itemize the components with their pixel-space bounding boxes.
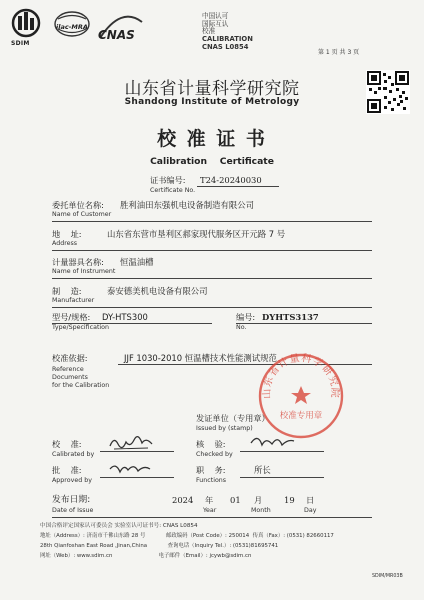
functions-value: 所长 [254,465,271,475]
issued-by-label: 发证单位（专用章） [196,413,270,423]
approver-signature-scribble [108,460,156,478]
approved-line [100,477,174,478]
type-label-en: Type/Specification [52,324,110,331]
issue-month-unit: 月 [254,495,263,505]
cert-no-value: T24-20240030 [200,175,262,185]
functions-line [240,477,324,478]
cert-no-label-en: Certificate No. [150,187,196,194]
calibrated-label-en: Calibrated by [52,451,95,458]
issue-date-label: 发布日期: [52,495,91,505]
approver-signature [108,460,156,482]
sdim-logo [8,8,44,50]
customer-label: 委托单位名称: [52,200,104,210]
functions-label-en: Functions [196,477,227,484]
stamp-ring-text: 山东省计量科学研究院 [261,352,341,399]
sdim-logo-text: SDIM [11,40,30,47]
accred-cn-3: 校准 [202,27,216,36]
instrument-label-en: Name of Instrument [52,268,116,275]
instrument-line [52,278,372,279]
serial-no-label: 编号: [236,312,256,322]
checked-label-en: Checked by [196,451,233,458]
reference-label-en-3: for the Calibration [52,382,110,389]
type-line [52,323,212,324]
address-label: 地 址: [52,229,82,239]
cnas-logo [96,12,146,46]
functions-label: 职 务: [196,465,226,475]
stamp-center-text: 校准专用章 [279,411,323,421]
sdim-emblem-icon [8,8,44,38]
customer-value: 胜利油田东强机电设备制造有限公司 [120,200,254,210]
ilac-mra-logo [52,10,92,48]
reference-label-en-1: Reference [52,366,84,373]
issue-day-unit-en: Day [304,507,317,514]
customer-label-en: Name of Customer [52,211,112,218]
calibrated-label: 校 准: [52,439,82,449]
manufacturer-label-en: Manufacturer [52,297,95,304]
official-stamp-seal-icon [257,352,345,440]
footer-address-en: 28th Qianfoshan East Road ,Jinan,China 查询电话（Inquiry Tel.）: (0531)81695741 [40,543,279,549]
issue-date-label-en: Date of Issue [52,507,94,514]
official-stamp [257,352,345,440]
footer-accreditation: 中国合格评定国家认可委员会 实验室认可证书号: CNAS L0854 [40,523,198,529]
reference-label-en-2: Documents [52,374,88,381]
issue-year: 2024 [172,495,194,505]
serial-no-value: DYHTS3137 [262,312,319,322]
calibrated-line [100,451,174,452]
issue-day: 19 [284,495,295,505]
issue-year-unit-en: Year [203,507,217,514]
approved-label-en: Approved by [52,477,92,484]
address-line [52,250,372,251]
footer-address: 地址（Address）: 济南市千佛山东路 28 号 邮政编码（Post Code）: 250014 传真（Fax）: (0531) 82660117 [40,533,334,539]
accred-en-2: CNAS L0854 [202,42,249,51]
calibrator-signature-scribble [108,434,156,452]
cnas-logo-text: CNAS [98,28,135,42]
accred-cn-2: 国际互认 [202,19,229,28]
checker-signature-scribble [248,433,296,451]
page-number: 第 1 页 共 3 页 [318,49,360,56]
reference-value: JJF 1030-2010 恒温槽技术性能测试规范 [124,353,277,363]
instrument-label: 计量器具名称: [52,257,104,267]
stamp-star-icon [291,386,311,404]
ilac-mra-text: ilac-MRA [56,23,88,31]
institute-name-cn: 山东省计量科学研究院 [124,79,300,99]
accreditation-block [202,13,253,51]
approved-label: 批 准: [52,465,82,475]
serial-no-line [236,323,372,324]
cert-no-underline [197,186,279,187]
manufacturer-label: 制 造: [52,286,82,296]
customer-line [52,221,372,222]
issue-day-unit: 日 [306,495,315,505]
certificate-title-cn: 校 准 证 书 [157,128,267,150]
institute-name-en: Shandong Institute of Metrology [124,97,300,107]
footer-web-email: 网址（Web）: www.sdim.cn 电子邮件（Email）: jcywb@sdim.cn [40,553,252,559]
reference-label: 校准依据: [52,353,88,363]
issued-by-label-en: Issued by (stamp) [196,425,253,432]
serial-no-label-en: No. [236,324,247,331]
type-label: 型号/规格: [52,312,91,322]
accred-en-1: CALIBRATION [202,34,253,43]
issue-date-line [52,517,372,518]
issue-month-unit-en: Month [251,507,271,514]
certificate-title-en: Calibration Certificate [150,156,274,167]
instrument-value: 恒温油槽 [120,257,154,267]
calibrator-signature [108,434,156,456]
checked-label: 核 验: [196,439,226,449]
cert-no-label: 证书编号: [150,175,186,185]
address-value: 山东省东营市垦利区郝家现代服务区开元路 7 号 [107,229,286,239]
manufacturer-value: 泰安德美机电设备有限公司 [107,286,208,296]
accred-cn-1: 中国认可 [202,12,229,20]
issue-year-unit: 年 [205,495,214,505]
type-value: DY-HTS300 [102,312,148,322]
manufacturer-line [52,307,372,308]
issue-month: 01 [230,495,241,505]
checked-line [240,451,324,452]
address-label-en: Address [52,240,78,247]
form-code: SDIM/MR03B [372,574,403,579]
